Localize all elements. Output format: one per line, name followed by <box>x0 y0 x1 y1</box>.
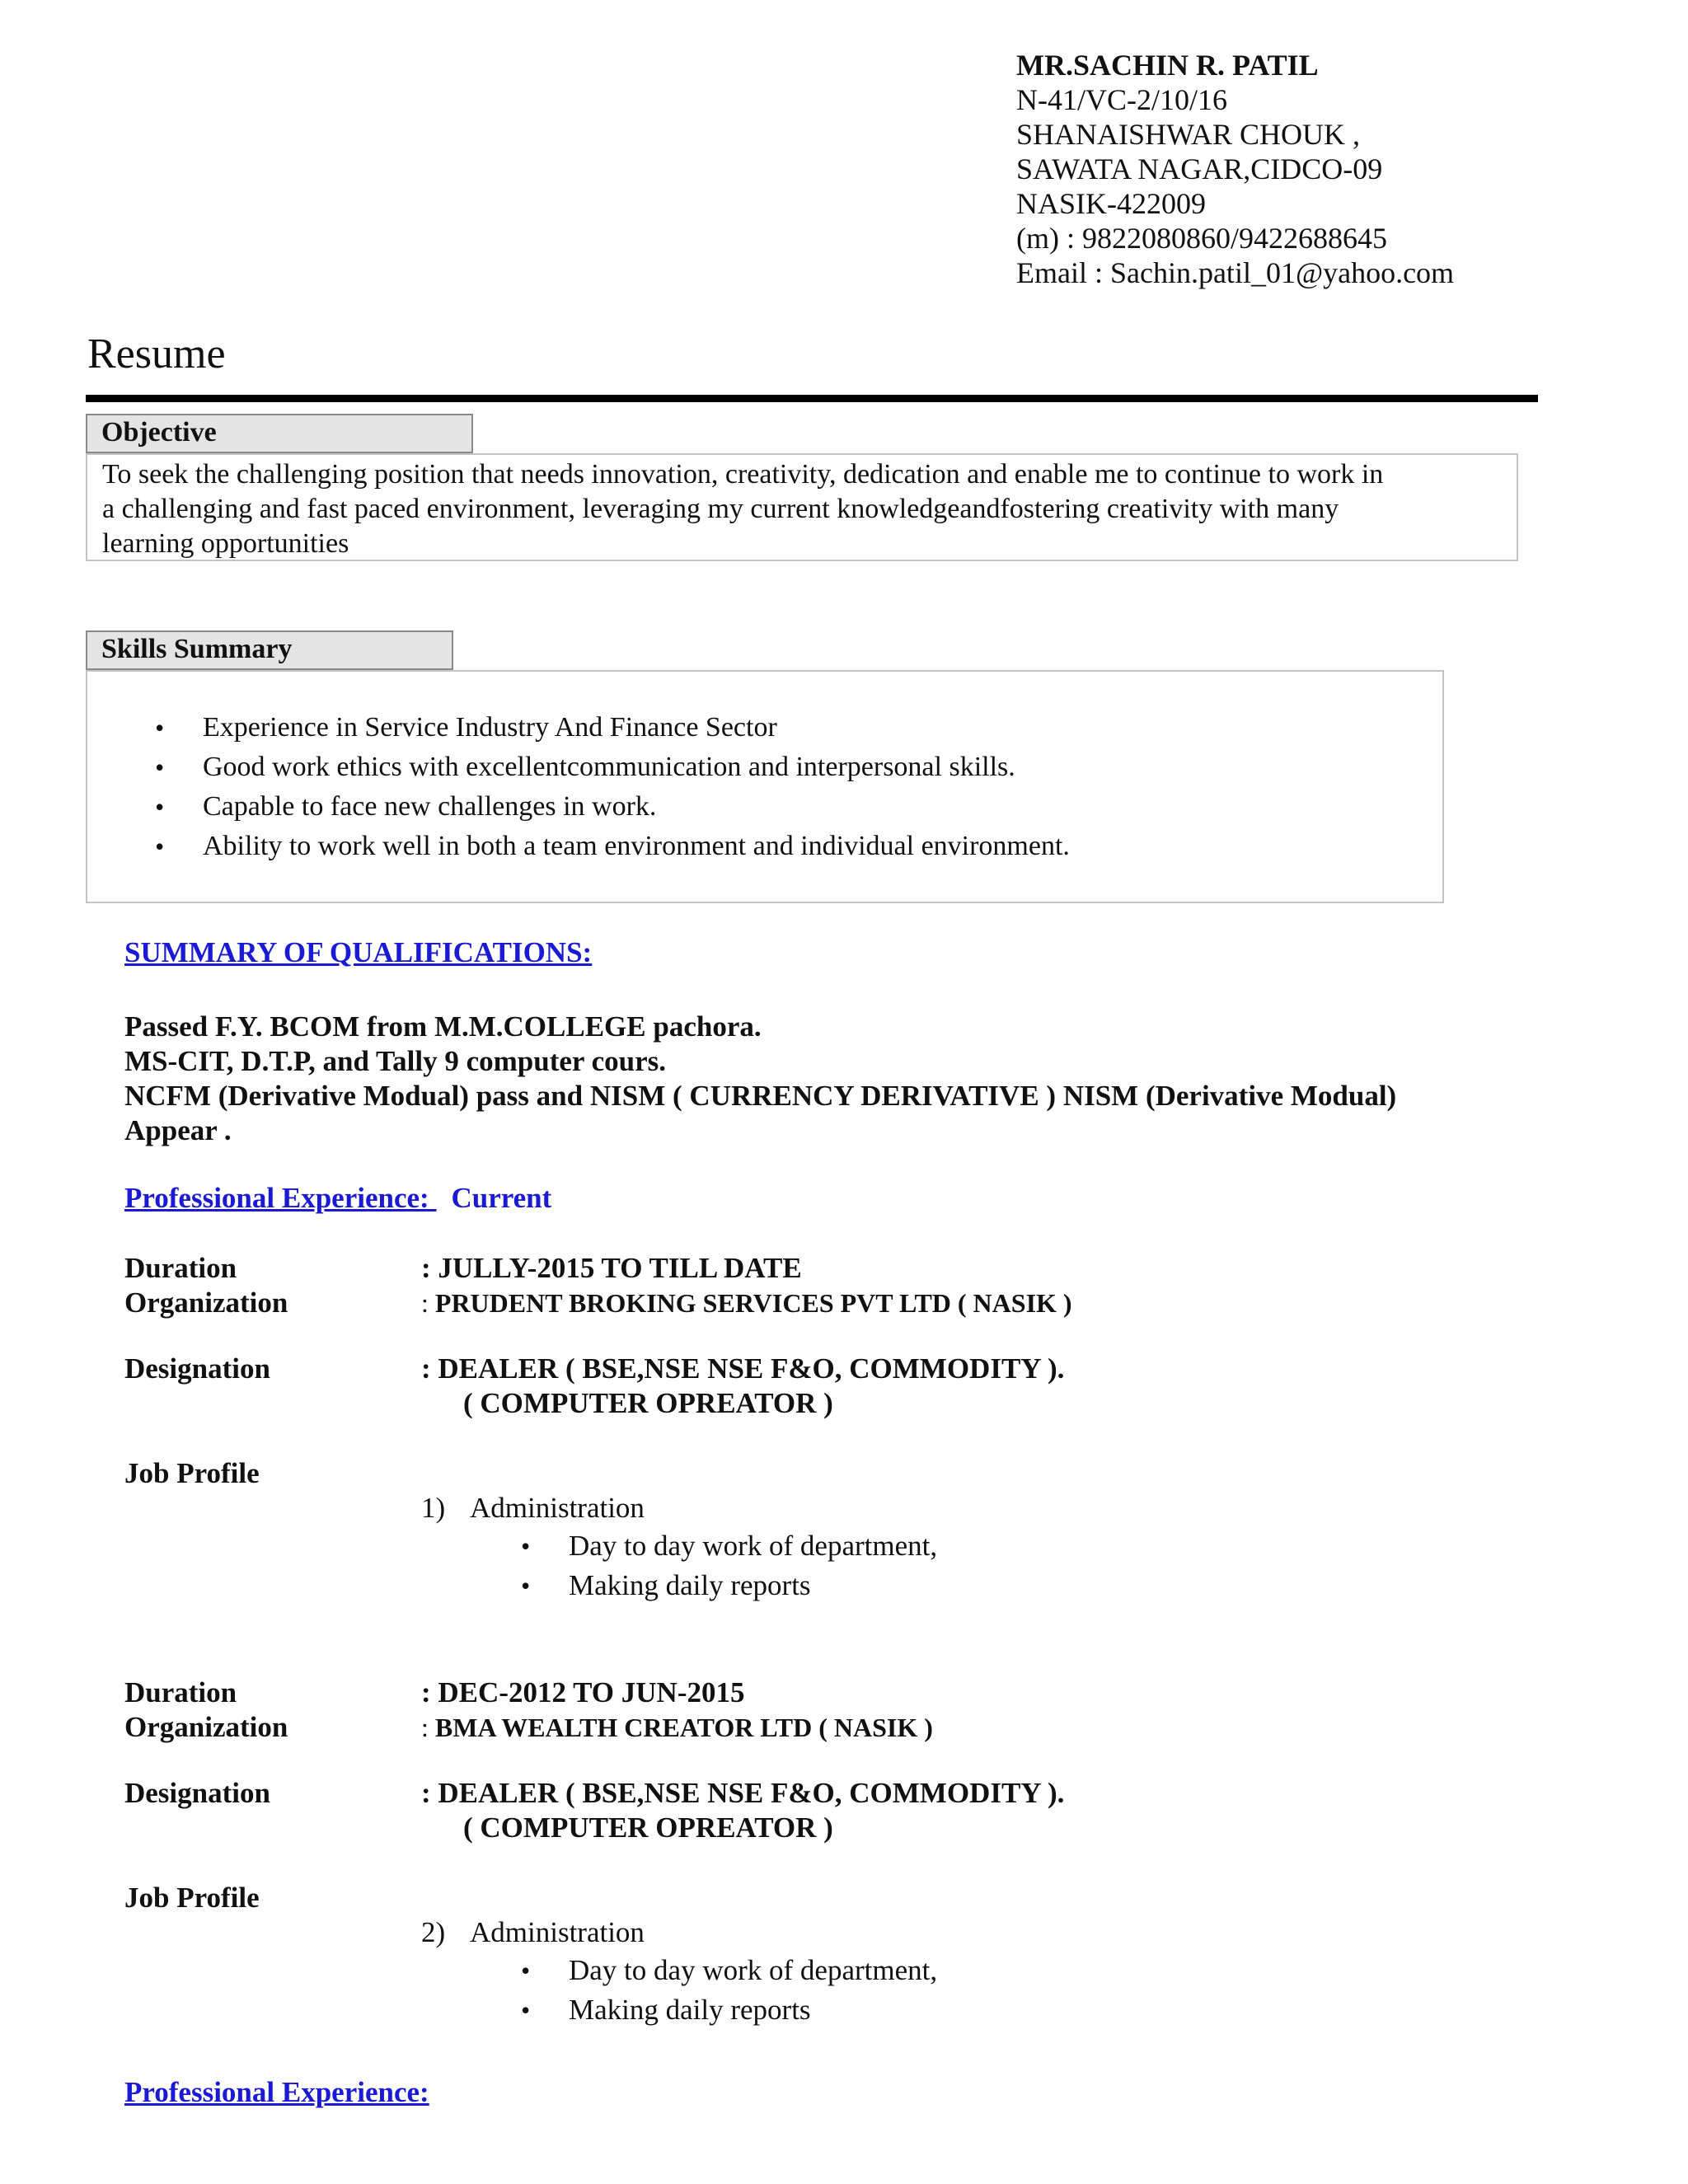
duration-value: : JULLY-2015 TO TILL DATE <box>421 1252 802 1284</box>
contact-block <box>1016 48 1454 290</box>
skill-text: Experience in Service Industry And Finance Sector <box>203 712 777 743</box>
list-item <box>521 1990 937 2030</box>
bullet-icon: • <box>155 713 165 743</box>
skill-text: Ability to work well in both a team environment and individual environment. <box>203 831 1070 861</box>
list-item <box>521 1951 938 1990</box>
profile-item-text: Making daily reports <box>569 1994 811 2026</box>
address-line: NASIK-422009 <box>1016 187 1206 220</box>
job-profile-label: Job Profile <box>124 1882 260 1914</box>
objective-line: To seek the challenging position that needs innovation, creativity, dedication and enable me to continue to work in <box>102 459 1384 490</box>
profile-title: Administration <box>470 1916 645 1948</box>
profile-item-text: Making daily reports <box>569 1569 811 1601</box>
bullet-icon: • <box>521 1956 531 1985</box>
list-item <box>521 1526 938 1566</box>
profile-items <box>521 1951 938 2030</box>
list-item <box>521 1566 937 1605</box>
skill-text: Capable to face new challenges in work. <box>203 791 657 822</box>
duration-label: Duration <box>124 1676 237 1708</box>
colon: : <box>421 1713 429 1742</box>
list-item <box>155 787 1070 827</box>
designation-label: Designation <box>124 1777 270 1809</box>
bullet-icon: • <box>155 832 165 861</box>
mobile-number: (m) : 9822080860/9422688645 <box>1016 222 1387 255</box>
bullet-icon: • <box>521 1531 531 1561</box>
profile-number: 1) <box>421 1492 446 1524</box>
skills-list <box>155 708 1070 866</box>
qualification-line: Passed F.Y. BCOM from M.M.COLLEGE pachora. <box>124 1010 762 1043</box>
profile-number: 2) <box>421 1916 446 1948</box>
organization-value <box>421 1710 933 1745</box>
bullet-icon: • <box>521 1571 531 1601</box>
bullet-icon: • <box>155 792 165 822</box>
objective-line: learning opportunities <box>102 528 349 559</box>
profile-title: Administration <box>470 1492 645 1524</box>
address-line: SHANAISHWAR CHOUK , <box>1016 118 1361 151</box>
organization-value <box>421 1286 1072 1320</box>
address-line: SAWATA NAGAR,CIDCO-09 <box>1016 152 1383 185</box>
current-tag: Current <box>451 1182 552 1214</box>
list-item <box>155 748 1070 787</box>
objective-heading: Objective <box>86 414 473 453</box>
candidate-name: MR.SACHIN R. PATIL <box>1016 49 1319 82</box>
colon: : <box>421 1288 429 1318</box>
title-divider <box>86 395 1538 402</box>
bullet-icon: • <box>155 752 165 782</box>
profile-items <box>521 1526 938 1605</box>
skill-text: Good work ethics with excellentcommunication and interpersonal skills. <box>203 752 1015 782</box>
designation-value: : DEALER ( BSE,NSE NSE F&O, COMMODITY ). <box>421 1777 1065 1809</box>
organization-name: PRUDENT BROKING SERVICES PVT LTD ( NASIK ) <box>434 1288 1072 1318</box>
qualification-line: NCFM (Derivative Modual) pass and NISM ( CURRENCY DERIVATIVE ) NISM (Derivative Modual) <box>124 1080 1397 1112</box>
profile-item-text: Day to day work of department, <box>569 1530 938 1562</box>
qualifications-heading-link[interactable]: SUMMARY OF QUALIFICATIONS: <box>124 936 593 968</box>
experience-past-heading-link[interactable]: Professional Experience: <box>124 2076 429 2108</box>
designation-value: : DEALER ( BSE,NSE NSE F&O, COMMODITY ). <box>421 1352 1065 1385</box>
experience-heading-link[interactable]: Professional Experience: <box>124 1182 437 1214</box>
organization-name: BMA WEALTH CREATOR LTD ( NASIK ) <box>434 1713 933 1742</box>
experience-current-heading <box>124 1181 551 1216</box>
objective-box <box>86 453 1518 561</box>
skills-heading: Skills Summary <box>86 630 453 670</box>
address-line: N-41/VC-2/10/16 <box>1016 83 1227 116</box>
duration-value: : DEC-2012 TO JUN-2015 <box>421 1676 745 1708</box>
duration-label: Duration <box>124 1252 237 1284</box>
designation-subtitle: ( COMPUTER OPREATOR ) <box>463 1811 833 1844</box>
page-title: Resume <box>87 330 226 377</box>
qualification-line: Appear . <box>124 1114 232 1146</box>
profile-item-text: Day to day work of department, <box>569 1954 938 1986</box>
list-item <box>155 708 1070 748</box>
email-address: Email : Sachin.patil_01@yahoo.com <box>1016 256 1455 289</box>
qualifications-list <box>124 1010 1396 1148</box>
organization-label: Organization <box>124 1711 288 1743</box>
bullet-icon: • <box>521 1995 531 2025</box>
designation-subtitle: ( COMPUTER OPREATOR ) <box>463 1387 833 1419</box>
list-item <box>155 827 1070 866</box>
designation-label: Designation <box>124 1352 270 1385</box>
skills-box <box>86 670 1444 903</box>
job-profile-label: Job Profile <box>124 1457 260 1489</box>
organization-label: Organization <box>124 1286 288 1319</box>
objective-line: a challenging and fast paced environment, leveraging my current knowledgeandfostering creativity with many <box>102 494 1339 524</box>
qualification-line: MS-CIT, D.T.P, and Tally 9 computer cours. <box>124 1045 666 1077</box>
